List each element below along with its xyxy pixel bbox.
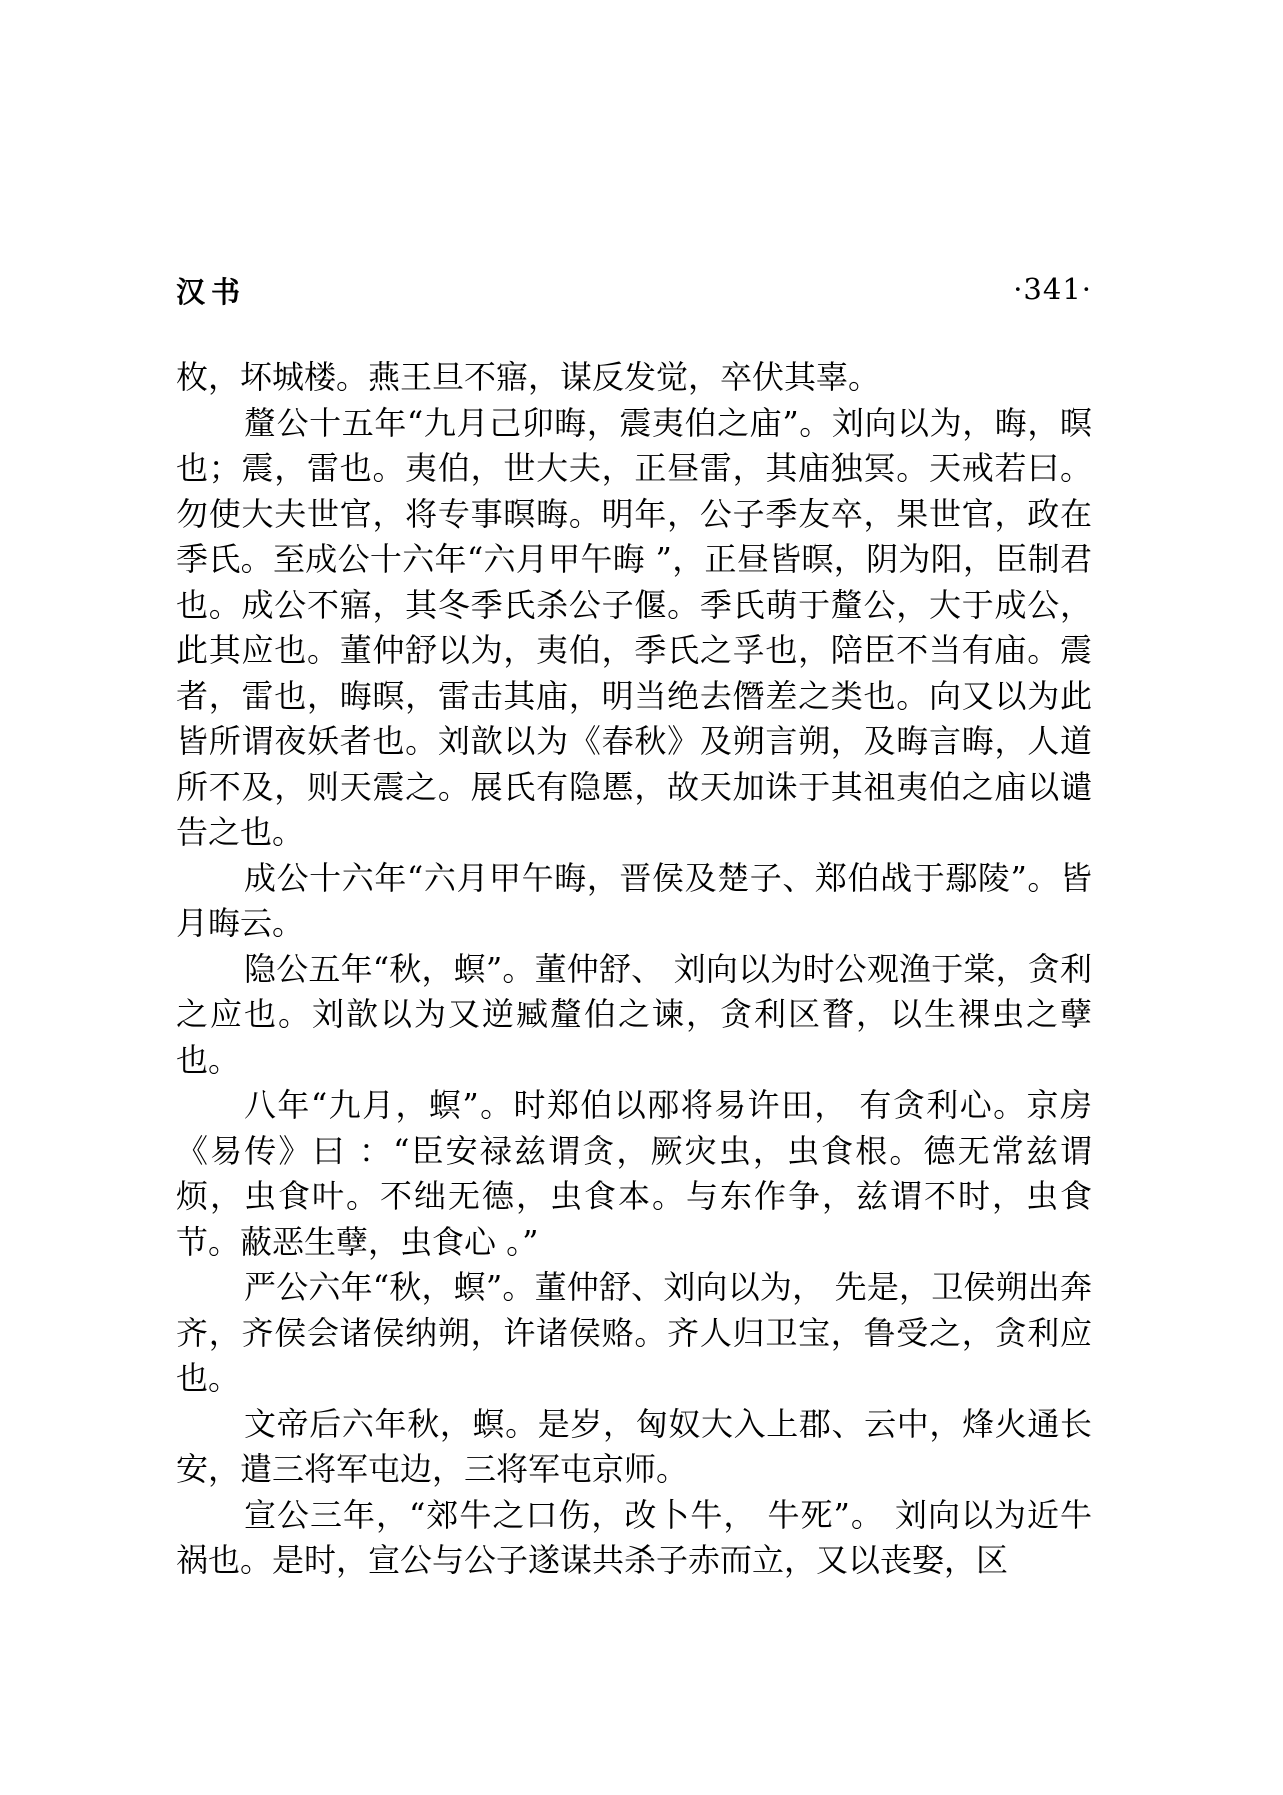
paragraph: 宣公三年，“郊牛之口伤，改卜牛， 牛死”。 刘向以为近牛祸也。是时，宣公与公子遂谋共杀子赤而立，又以丧娶，区 bbox=[176, 1495, 1092, 1579]
book-title: 汉书 bbox=[176, 275, 247, 309]
paragraph: 釐公十五年“九月己卯晦，震夷伯之庙”。刘向以为，晦，暝也；震，雷也。夷伯，世大夫，正昼雷，其庙独冥。天戒若曰。勿使大夫世官，将专事暝晦。明年，公子季友卒，果世官，政在季氏。至成公十六年“六月甲午晦 ”，正昼皆暝，阴为阳，臣制君也。成公不寤，其冬季氏杀公子偃。季氏萌于釐公，大于成公，此其应也。董仲舒以为，夷伯，季氏之孚也，陪臣不当有庙。震者，雷也，晦暝，雷击其庙，明当绝去僭差之类也。向又以为此皆所谓夜妖者也。刘歆以为《春秋》及朔言朔，及晦言晦，人道所不及，则天震之。展氏有隐慝，故天加诛于其祖夷伯之庙以谴告之也。 bbox=[176, 403, 1092, 851]
paragraph: 文帝后六年秋，螟。是岁，匈奴大入上郡、云中，烽火通长安，遣三将军屯边，三将军屯京师。 bbox=[176, 1404, 1092, 1488]
paragraph: 八年“九月，螟”。时郑伯以邴将易许田， 有贪利心。京房《易传》曰 ：“臣安禄兹谓贪，厥灾虫，虫食根。德无常兹谓烦，虫食叶。不绌无德，虫食本。与东作争，兹谓不时，虫食节。蔽恶生孽，虫食心 。” bbox=[176, 1086, 1092, 1261]
paragraph: 隐公五年“秋，螟”。董仲舒、 刘向以为时公观渔于棠，贪利之应也。刘歆以为又逆臧釐伯之谏，贪利区瞀，以生裸虫之孽也。 bbox=[176, 949, 1092, 1079]
page-number: ·341· bbox=[1013, 272, 1092, 306]
paragraph: 成公十六年“六月甲午晦，晋侯及楚子、郑伯战于鄢陵”。皆月晦云。 bbox=[176, 858, 1092, 942]
paragraph: 枚，坏城楼。燕王旦不寤，谋反发觉，卒伏其辜。 bbox=[176, 358, 881, 396]
paragraph: 严公六年“秋，螟”。董仲舒、刘向以为， 先是，卫侯朔出奔齐，齐侯会诸侯纳朔，许诸侯赂。齐人归卫宝，鲁受之，贪利应也。 bbox=[176, 1268, 1092, 1397]
body-text bbox=[176, 355, 1092, 1584]
page-header bbox=[176, 270, 1092, 320]
